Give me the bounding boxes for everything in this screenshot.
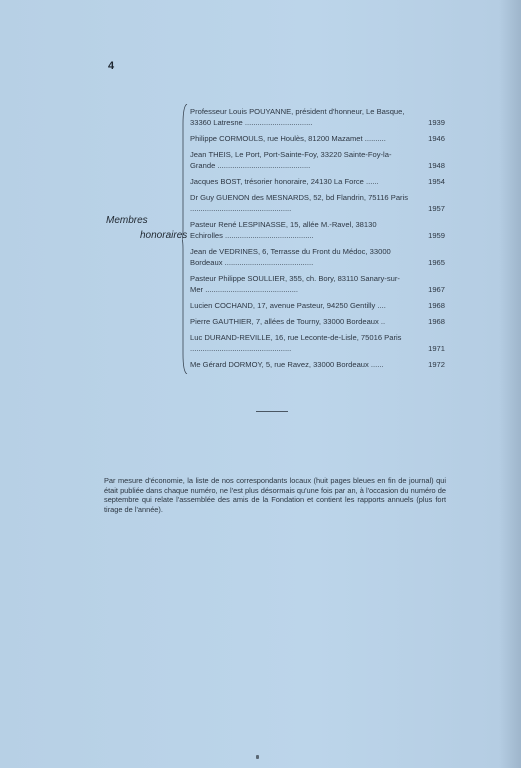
member-name-address: Jean de VEDRINES, 6, Terrasse du Front du Médoc, 33000 Bordeaux ..........................................: [190, 247, 391, 267]
member-name-address: Jean THEIS, Le Port, Port-Sainte-Foy, 33220 Sainte-Foy-la-Grande ............................................: [190, 150, 392, 170]
list-item: [190, 359, 445, 370]
member-year: 1954: [428, 177, 445, 186]
member-year: 1967: [428, 285, 445, 294]
member-year: 1968: [428, 317, 445, 326]
paper-mark: [256, 755, 259, 759]
member-year: 1948: [428, 161, 445, 170]
member-name-address: Dr Guy GUENON des MESNARDS, 52, bd Flandrin, 75116 Paris ................................................: [190, 193, 409, 213]
list-item: [190, 273, 445, 295]
member-name-address: Pierre GAUTHIER, 7, allées de Tourny, 33000 Bordeaux ..: [190, 317, 386, 326]
member-year: 1939: [428, 118, 445, 127]
list-item: [190, 192, 445, 214]
list-item: [190, 219, 445, 241]
section-divider: [256, 411, 288, 412]
list-item: [190, 176, 445, 187]
member-name-address: Philippe CORMOULS, rue Houlès, 81200 Mazamet ..........: [190, 134, 386, 143]
member-name-address: Pasteur René LESPINASSE, 15, allée M.-Ravel, 38130 Echirolles ..........................................: [190, 220, 377, 240]
member-year: 1959: [428, 231, 445, 240]
list-item: [190, 106, 445, 128]
list-item: [190, 149, 445, 171]
member-name-address: Pasteur Philippe SOULLIER, 355, ch. Bory, 83110 Sanary-sur-Mer ............................................: [190, 274, 400, 294]
page-number: 4: [108, 60, 115, 72]
section-label-line2: honoraires: [140, 230, 188, 241]
member-year: 1971: [428, 344, 445, 353]
member-year: 1946: [428, 134, 445, 143]
section-label-line1: Membres: [106, 215, 148, 226]
list-item: [190, 133, 445, 144]
member-name-address: Me Gérard DORMOY, 5, rue Ravez, 33000 Bordeaux ......: [190, 360, 384, 369]
member-year: 1968: [428, 301, 445, 310]
list-item: [190, 316, 445, 327]
member-name-address: Jacques BOST, trésorier honoraire, 24130 La Force ......: [190, 177, 379, 186]
member-name-address: Luc DURAND-REVILLE, 16, rue Leconte-de-Lisle, 75016 Paris ................................................: [190, 333, 402, 353]
member-name-address: Lucien COCHAND, 17, avenue Pasteur, 94250 Gentilly ....: [190, 301, 386, 310]
curly-brace-icon: [182, 104, 188, 374]
list-item: [190, 300, 445, 311]
member-name-address: Professeur Louis POUYANNE, président d'honneur, Le Basque, 33360 Latresne ................................: [190, 107, 405, 127]
notice-paragraph: Par mesure d'économie, la liste de nos correspondants locaux (huit pages bleues en fin de journal) qui était publiée dans chaque numéro, ne l'est plus désormais qu'une fois par an, à l'occasion du numéro de septembre qui relate l'assemblée des amis de la Fondation et contient les rapports annuels (plus fort tirage de l'année).: [104, 476, 446, 514]
member-year: 1957: [428, 204, 445, 213]
honorary-members-list: [190, 106, 445, 375]
member-year: 1972: [428, 360, 445, 369]
list-item: [190, 246, 445, 268]
page-edge-shadow: [499, 0, 521, 768]
member-year: 1965: [428, 258, 445, 267]
list-item: [190, 332, 445, 354]
